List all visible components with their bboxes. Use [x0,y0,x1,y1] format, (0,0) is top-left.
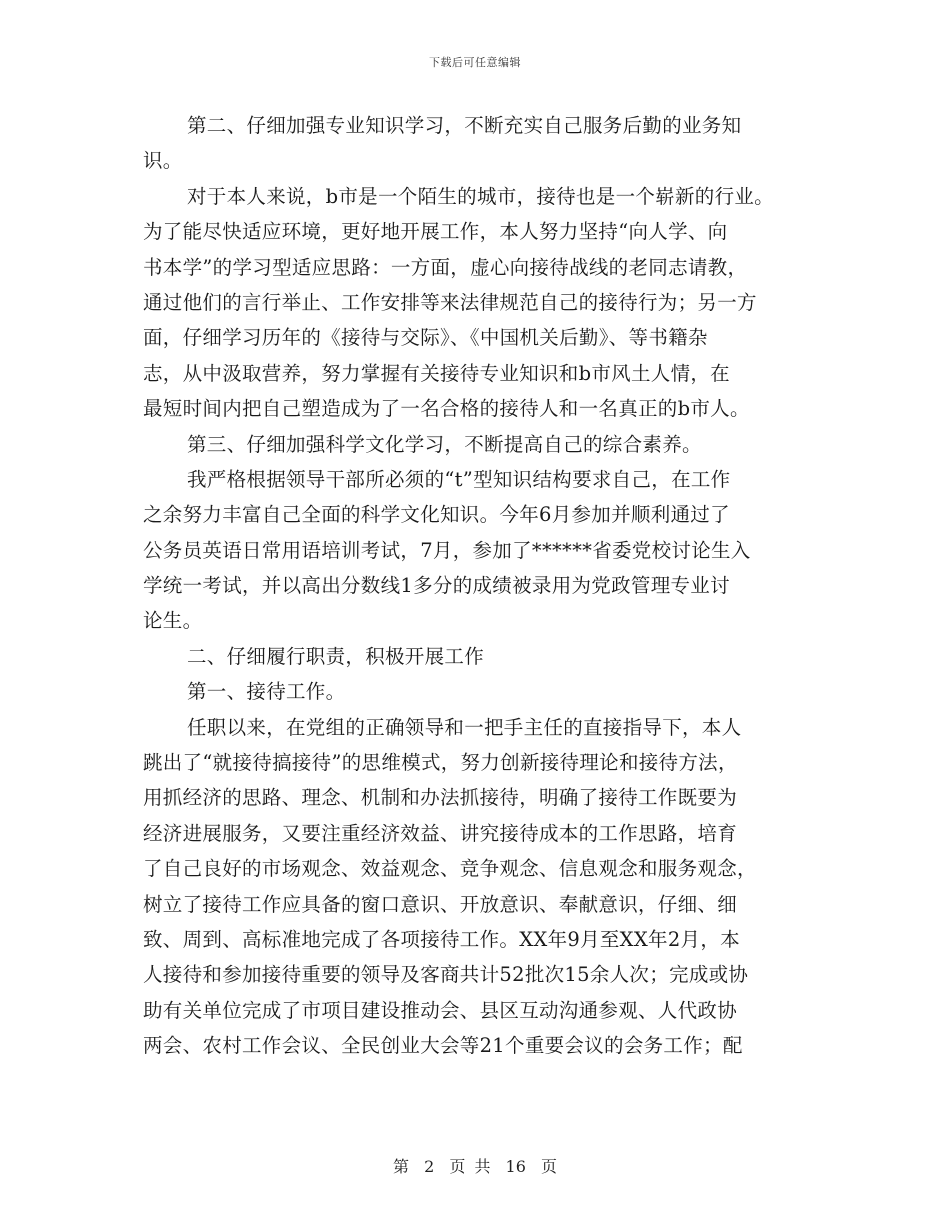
footer-total-pages: 16 [505,1157,526,1176]
text-line: 我严格根据领导干部所必须的“t”型知识结构要求自己，在工作 [187,467,731,491]
text-line: 学统一考试，并以高出分数线1多分的成绩被录用为党政管理专业讨 [143,574,730,598]
text-line: 为了能尽快适应环境，更好地开展工作，本人努力坚持“向人学、向 [143,220,728,244]
page-footer [0,1154,950,1177]
text-line: 致、周到、高标准地完成了各项接待工作。XX年9月至XX年2月，本 [143,927,740,951]
text-line: 对于本人来说，b市是一个陌生的城市，接待也是一个崭新的行业。 [187,184,774,208]
text-line: 第二、仔细加强专业知识学习，不断充实自己服务后勤的业务知 [187,114,742,137]
text-line: 志，从中汲取营养，努力掌握有关接待专业知识和b市风土人情，在 [143,361,730,385]
text-line: 识。 [143,149,183,173]
text-line: 二、仔细履行职责，积极开展工作 [187,644,485,668]
text-line: 公务员英语日常用语培训考试，7月，参加了******省委党校讨论生入 [143,538,751,562]
text-line: 面，仔细学习历年的《接待与交际》、《中国机关后勤》、等书籍杂 [143,326,708,350]
text-line: 第三、仔细加强科学文化学习，不断提高自己的综合素养。 [187,432,702,456]
footer-prefix: 第 [392,1157,409,1176]
text-line: 助有关单位完成了市项目建设推动会、县区互动沟通参观、人代政协 [143,998,738,1022]
text-line: 用抓经济的思路、理念、机制和办法抓接待，明确了接待工作既要为 [143,786,738,810]
document-body [143,108,833,1064]
text-line: 人接待和参加接待重要的领导及客商共计52批次15余人次；完成或协 [143,963,749,987]
text-line: 第一、接待工作。 [187,680,346,704]
footer-suffix: 页 [541,1157,558,1176]
text-line: 了自己良好的市场观念、效益观念、竞争观念、信息观念和服务观念， [143,857,757,881]
text-line: 经济进展服务，又要注重经济效益、讲究接待成本的工作思路，培育 [143,821,738,845]
text-line: 通过他们的言行举止、工作安排等来法律规范自己的接待行为；另一方 [143,290,757,314]
footer-page-number: 2 [424,1157,435,1176]
text-line: 最短时间内把自己塑造成为了一名合格的接待人和一名真正的b市人。 [143,397,750,421]
footer-middle: 页 共 [449,1157,491,1176]
text-line: 论生。 [143,609,203,633]
text-line: 两会、农村工作会议、全民创业大会等21个重要会议的会务工作；配 [143,1034,743,1058]
text-line: 任职以来，在党组的正确领导和一把手主任的直接指导下，本人 [187,715,742,739]
text-line: 树立了接待工作应具备的窗口意识、开放意识、奉献意识，仔细、细 [143,892,738,916]
text-line: 跳出了“就接待搞接待”的思维模式，努力创新接待理论和接待方法， [143,751,738,775]
text-line: 之余努力丰富自己全面的科学文化知识。今年6月参加并顺利通过了 [143,503,730,527]
text-line: 书本学”的学习型适应思路：一方面，虚心向接待战线的老同志请教， [143,255,748,279]
page-header-note: 下载后可任意编辑 [429,56,521,69]
